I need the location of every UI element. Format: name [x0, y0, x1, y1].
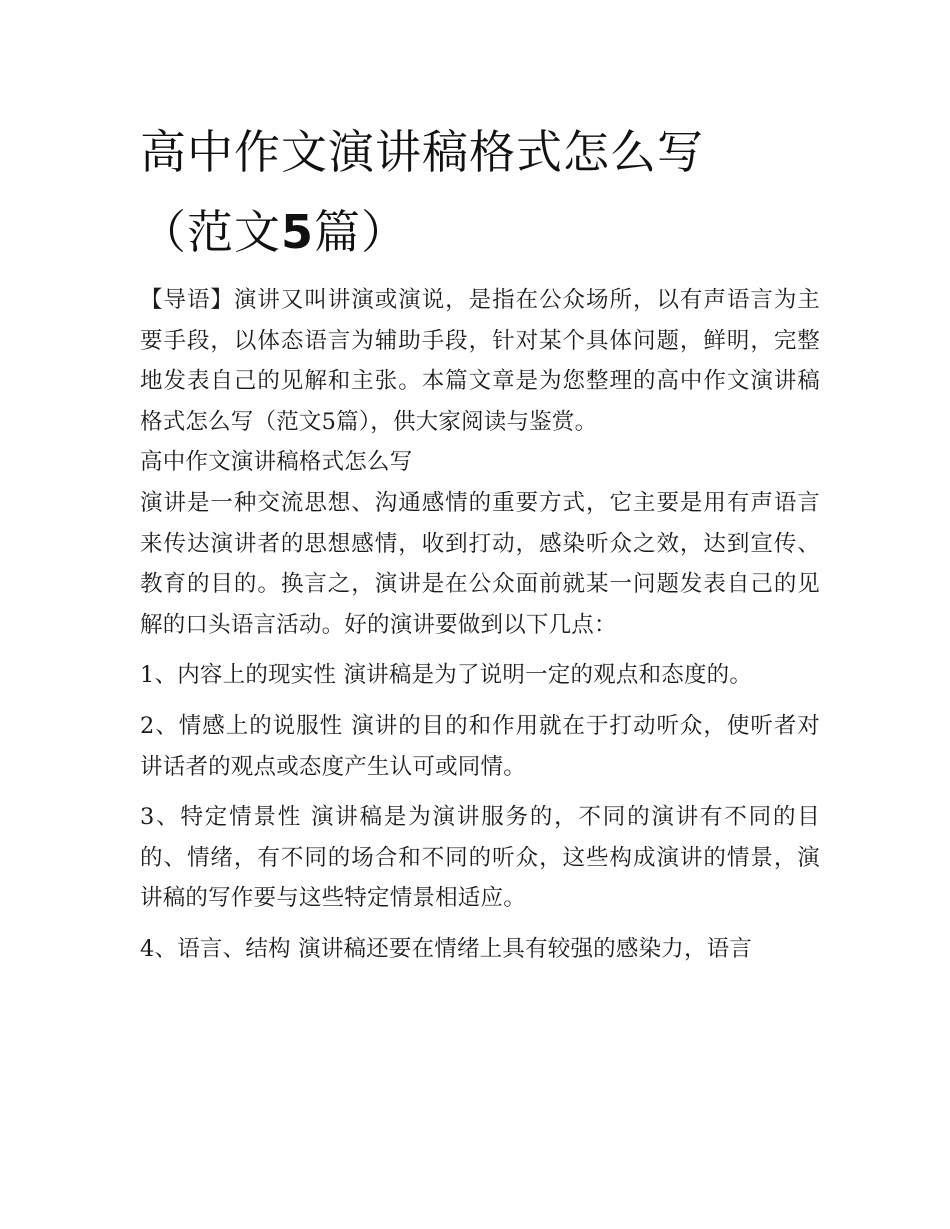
- document-body: [140, 280, 820, 970]
- paragraph-1: 演讲是一种交流思想、沟通感情的重要方式，它主要是用有声语言来传达演讲者的思想感情，收到打动，感染听众之效，达到宣传、教育的目的。换言之，演讲是在公众面前就某一问题发表自己的见解的口头语言活动。好的演讲要做到以下几点：: [140, 489, 820, 638]
- point-2: 2、情感上的说服性 演讲的目的和作用就在于打动听众，使听者对讲话者的观点或态度产生认可或同情。: [140, 712, 820, 780]
- title-line-1: 高中作文演讲稿格式怎么写: [140, 125, 704, 179]
- subheading: 高中作文演讲稿格式怎么写: [140, 449, 413, 476]
- intro-paragraph: 【导语】演讲又叫讲演或演说，是指在公众场所，以有声语言为主要手段，以体态语言为辅助手段，针对某个具体问题，鲜明，完整地发表自己的见解和主张。本篇文章是为您整理的高中作文演讲稿格式怎么写（范文5篇），供大家阅读与鉴赏。: [140, 287, 820, 435]
- title-number: 5: [281, 205, 315, 259]
- document-title: [140, 112, 820, 272]
- title-open: （范文: [140, 205, 281, 259]
- point-3: 3、特定情景性 演讲稿是为演讲服务的，不同的演讲有不同的目的、情绪，有不同的场合和不同的听众，这些构成演讲的情景，演讲稿的写作要与这些特定情景相适应。: [140, 804, 820, 912]
- point-4: 4、语言、结构 演讲稿还要在情绪上具有较强的感染力，语言: [140, 935, 753, 962]
- point-1: 1、内容上的现实性 演讲稿是为了说明一定的观点和态度的。: [140, 662, 753, 689]
- title-close: 篇）: [314, 205, 409, 259]
